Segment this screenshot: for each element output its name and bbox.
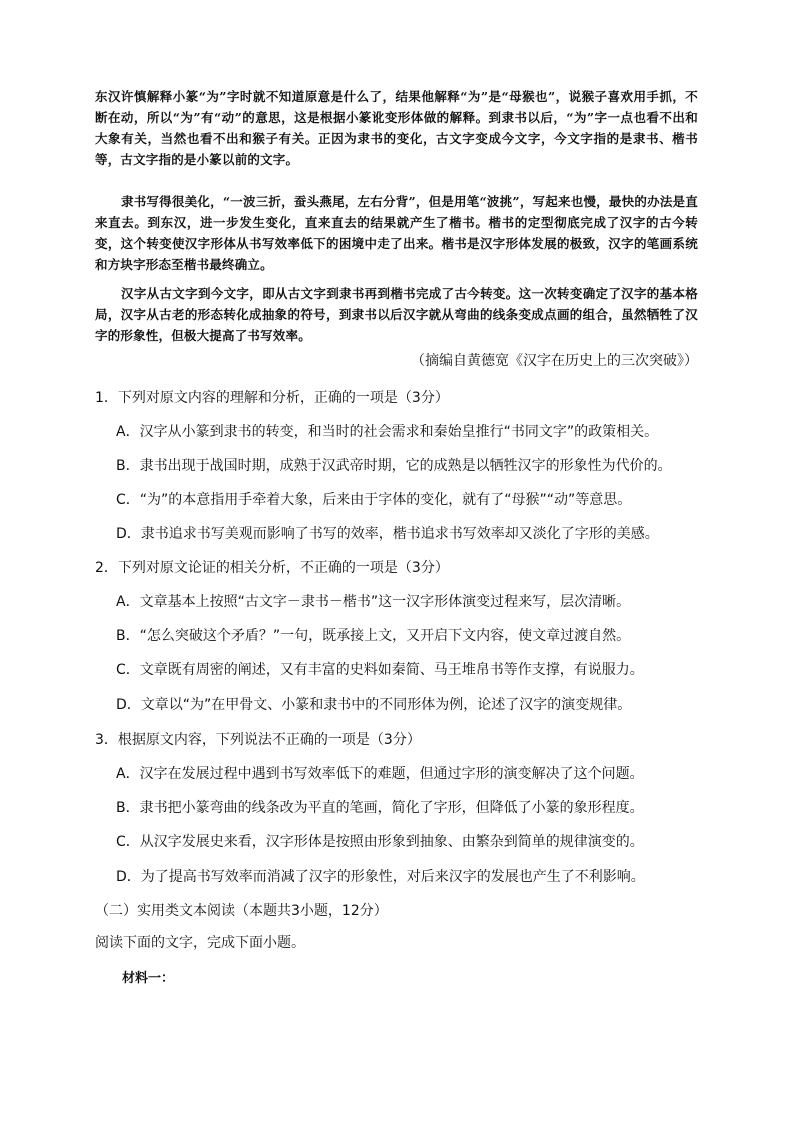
- material-label: 材料一：: [122, 971, 175, 986]
- question-1-option-d: D．隶书追求书写美观而影响了书写的效率，楷书追求书写效率却又淡化了字形的美感。: [116, 526, 659, 542]
- question-2-option-c: C．文章既有周密的阐述，又有丰富的史料如秦简、马王堆帛书等作支撑，有说服力。: [116, 662, 644, 678]
- question-2-option-d: D．文章以“为”在甲骨文、小篆和隶书中的不同形体为例，论述了汉字的演变规律。: [116, 697, 632, 713]
- question-3-option-d: D．为了提高书写效率而消减了汉字的形象性，对后来汉字的发展也产生了不利影响。: [116, 869, 645, 885]
- question-1-stem: 1．下列对原文内容的理解和分析，正确的一项是（3分）: [95, 390, 449, 406]
- passage-paragraph-1: 东汉许慎解释小篆“为”字时就不知道原意是什么了，结果他解释“为”是“母猴也”，说猴子喜欢用手抓，不断在动，所以“为”有“动”的意思，这是根据小篆讹变形体做的解释。到隶书以后，“为”字一点也看不出和大象有关，当然也看不出和猴子有关。正因为隶书的变化，古文字变成今文字，今文字指的是隶书、楷书等，古文字指的是小篆以前的文字。: [95, 89, 698, 167]
- instruction-text: 阅读下面的文字，完成下面小题。: [95, 935, 305, 951]
- question-1-option-c: C．“为”的本意指用手牵着大象，后来由于字体的变化，就有了“母猴”“动”等意思。: [116, 492, 632, 508]
- section-heading: （二）实用类文本阅读（本题共3小题，12分）: [95, 903, 388, 919]
- question-2-option-b: B．“怎么突破这个矛盾？”一句，既承接上文，又开启下文内容，使文章过渡自然。: [116, 628, 631, 644]
- question-3-option-c: C．从汉字发展史来看，汉字形体是按照由形象到抽象、由繁杂到简单的规律演变的。: [116, 834, 644, 850]
- passage-source: （摘编自黄德宽《汉字在历史上的三次突破》）: [411, 353, 698, 369]
- question-2-stem: 2．下列对原文论证的相关分析，不正确的一项是（3分）: [95, 560, 449, 576]
- question-3-option-a: A．汉字在发展过程中遇到书写效率低下的难题，但通过字形的演变解决了这个问题。: [116, 766, 644, 782]
- question-3-option-b: B．隶书把小篆弯曲的线条改为平直的笔画，简化了字形，但降低了小篆的象形程度。: [116, 800, 644, 816]
- question-2-option-a: A．文章基本上按照“古文字－隶书－楷书”这一汉字形体演变过程来写，层次清晰。: [116, 594, 631, 610]
- question-1-option-b: B．隶书出现于战国时期，成熟于汉武帝时期，它的成熟是以牺牲汉字的形象性为代价的。: [116, 458, 672, 474]
- question-3-stem: 3．根据原文内容，下列说法不正确的一项是（3分）: [95, 732, 421, 748]
- question-1-option-a: A．汉字从小篆到隶书的转变，和当时的社会需求和秦始皇推行“书同文字”的政策相关。: [116, 424, 659, 440]
- passage-paragraph-2: 隶书写得很美化，“一波三折，蚕头燕尾，左右分背”，但是用笔“波挑”，写起来也慢，最快的办法是直来直去。到东汉，进一步发生变化，直来直去的结果就产生了楷书。楷书的定型彻底完成了汉字的古今转变，这个转变使汉字形体从书写效率低下的困境中走了出来。楷书是汉字形体发展的极致，汉字的笔画系统和方块字形态至楷书最终确立。: [95, 194, 698, 272]
- passage-paragraph-3: 汉字从古文字到今文字，即从古文字到隶书再到楷书完成了古今转变。这一次转变确定了汉字的基本格局，汉字从古老的形态转化成抽象的符号，到隶书以后汉字就从弯曲的线条变成点画的组合，虽然牺牲了汉字的形象性，但极大提高了书写效率。: [95, 286, 698, 343]
